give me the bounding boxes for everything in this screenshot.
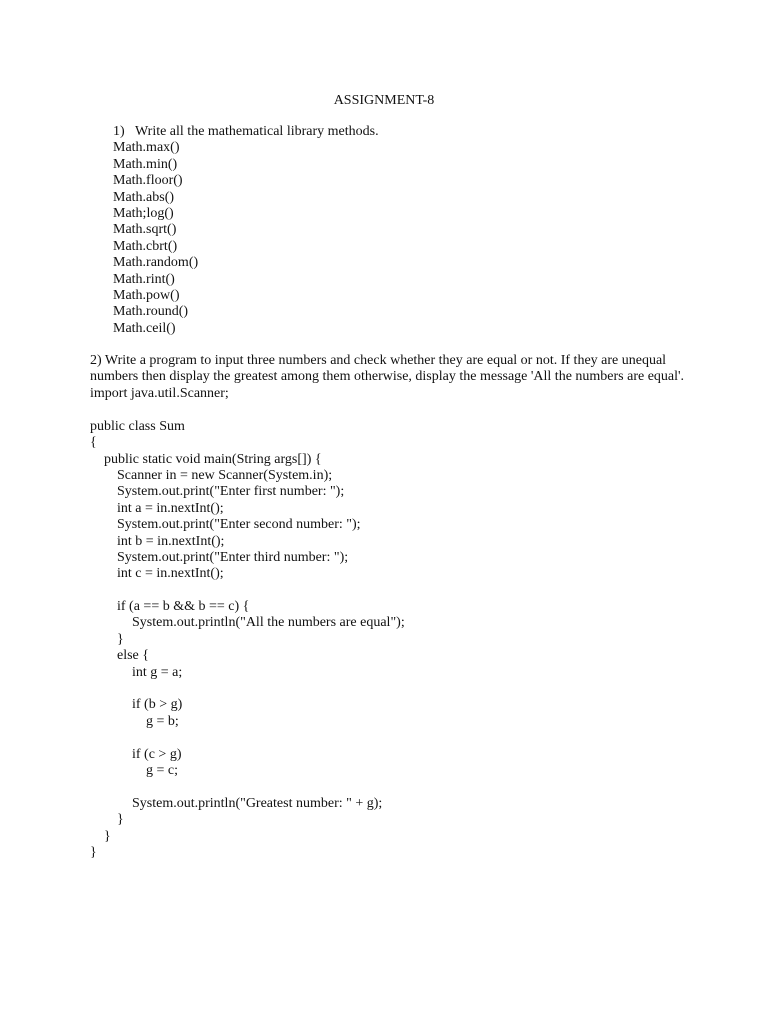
code-line: if (a == b && b == c) { — [117, 599, 250, 615]
code-line: } — [104, 828, 111, 844]
code-line: if (b > g) — [132, 697, 183, 713]
code-line: int b = in.nextInt(); — [117, 533, 225, 549]
method-item: Math.min() — [113, 156, 178, 172]
code-line — [90, 402, 405, 418]
code-line — [90, 681, 405, 697]
method-item: Math.max() — [113, 140, 180, 156]
method-item: Math.pow() — [113, 287, 180, 303]
code-line: } — [117, 631, 124, 647]
method-item: Math;log() — [113, 205, 174, 221]
assignment-title: ASSIGNMENT-8 — [333, 93, 435, 108]
code-line: else { — [117, 648, 149, 664]
code-line: int g = a; — [132, 664, 183, 680]
method-item: Math.random() — [113, 255, 199, 271]
code-line: g = b; — [146, 713, 179, 729]
code-line: public class Sum — [90, 418, 185, 434]
question-1-prompt: Write all the mathematical library methods. — [135, 124, 379, 139]
code-line: System.out.print("Enter third number: "); — [117, 549, 349, 565]
question-2 — [90, 353, 690, 386]
question-2-prompt: 2) Write a program to input three numbers and check whether they are equal or not. If they are unequal numbers then display the greatest among them otherwise, display the message 'All the numbers are equal'. — [90, 353, 685, 385]
code-line: g = c; — [146, 762, 178, 778]
code-line: public static void main(String args[]) { — [104, 451, 322, 467]
method-item: Math.ceil() — [113, 320, 176, 336]
code-line: if (c > g) — [132, 746, 182, 762]
code-line: import java.util.Scanner; — [90, 386, 229, 401]
code-block — [90, 386, 405, 861]
method-item: Math.rint() — [113, 271, 175, 287]
code-line: System.out.print("Enter first number: "); — [117, 484, 345, 500]
method-item: Math.round() — [113, 304, 189, 320]
code-line: System.out.println("Greatest number: " + g); — [132, 795, 383, 811]
code-line: { — [90, 435, 97, 451]
question-1-number: 1) — [113, 124, 125, 139]
code-line: int c = in.nextInt(); — [117, 566, 224, 582]
method-item: Math.abs() — [113, 189, 175, 205]
method-item: Math.floor() — [113, 173, 183, 189]
question-1 — [113, 124, 379, 337]
code-line: Scanner in = new Scanner(System.in); — [117, 467, 333, 483]
code-line: System.out.print("Enter second number: "); — [117, 517, 361, 533]
code-line: System.out.println("All the numbers are equal"); — [132, 615, 405, 631]
method-item: Math.cbrt() — [113, 238, 178, 254]
question-1-prompt-line — [113, 124, 379, 140]
code-line — [90, 779, 405, 795]
code-line: int a = in.nextInt(); — [117, 500, 224, 516]
code-line: } — [117, 812, 124, 828]
method-item: Math.sqrt() — [113, 222, 177, 238]
code-line: } — [90, 844, 97, 860]
code-line — [90, 730, 405, 746]
code-line — [90, 583, 405, 599]
